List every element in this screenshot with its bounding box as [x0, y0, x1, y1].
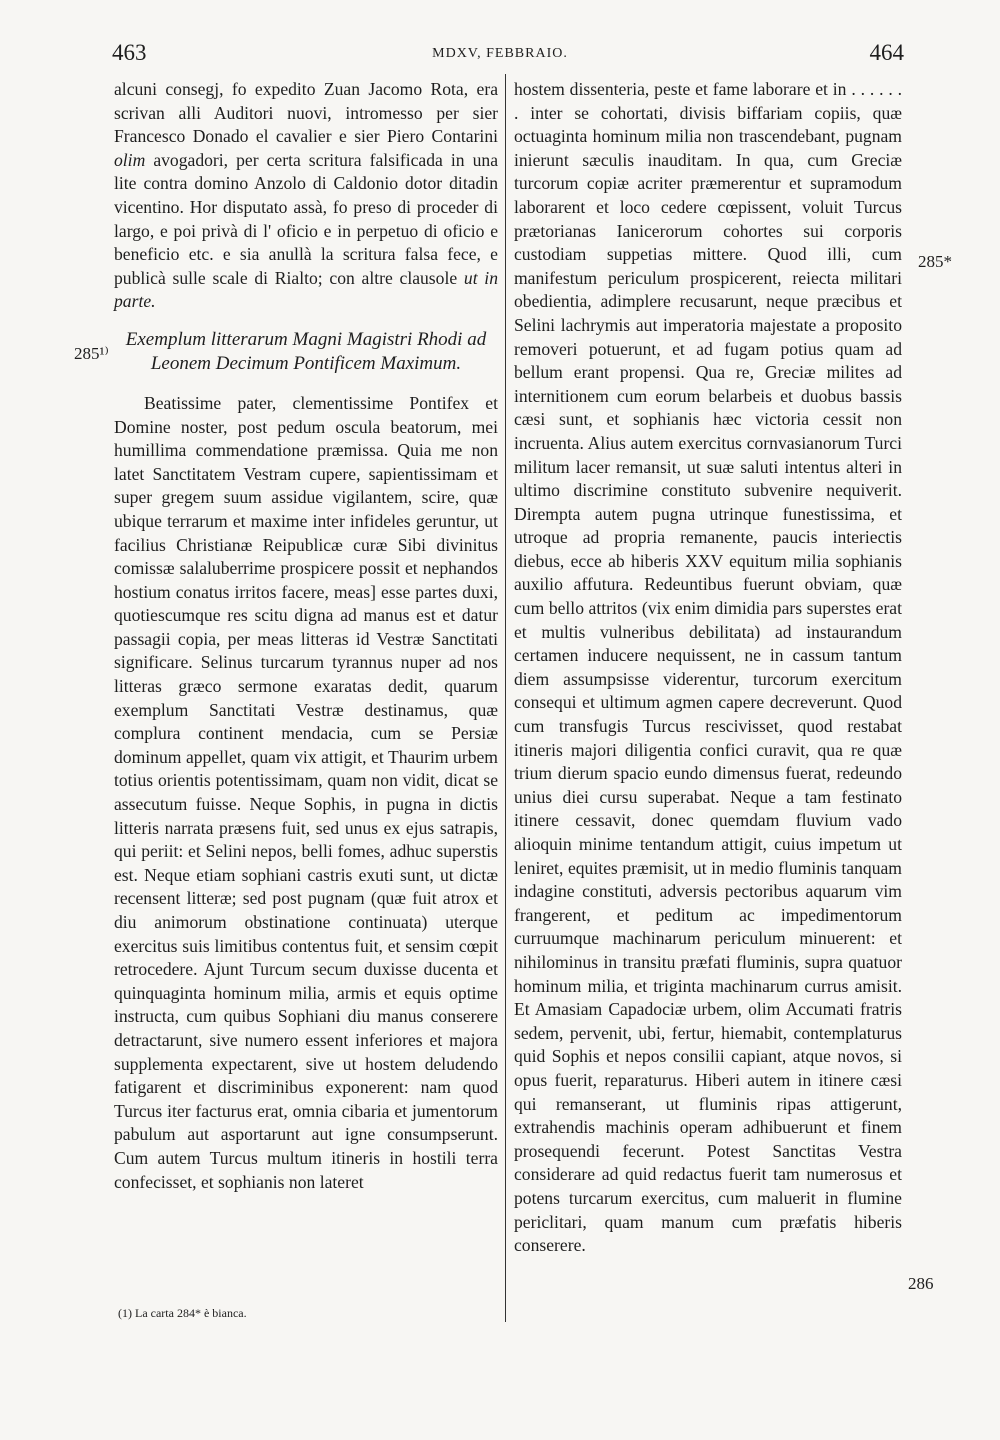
italic-olim: olim — [114, 149, 146, 170]
margin-note-286: 286 — [908, 1274, 934, 1293]
italic-ut-in-parte: ut in parte. — [114, 267, 498, 312]
margin-note-285-right: 285* — [918, 252, 952, 271]
column-divider — [505, 74, 506, 1322]
paragraph-text: alcuni consegj, fo expedito Zuan Jacomo Rota, era scrivan alli Auditori nuovi, intromesso per sier Francesco Donado el cavalier e sier Piero Contarini — [114, 79, 498, 147]
paragraph-text-cont: avogadori, per certa scritura falsificada in una lite contra domino Anzolo di Caldonio dotor ditadin vicentino. Hor disputato assà, fo preso di proceder di largo, e poi privà di l' oficio e in perpetuo di oficio e beneficio etc. e sia anullà la scritura falsa fece, e publicà sulle scale di Rialto; con altre clausole — [114, 149, 498, 288]
page-number-right: 464 — [869, 40, 904, 65]
right-column-text: hostem dissenteria, peste et fame laborare et in . . . . . . . inter se cohortati, divisis biffariam copiis, quæ octuaginta hominum milia non trascendebant, pugnam inierunt sæculis inauditam. In qua, cum Greciæ turcorum copiæ acriter præmerentur et supramodum laborarent et loco cedere cœpissent, voluit Turcus prætorianas Ianicerorum cohortes sui corporis custodiam suppetias mittere. Quod illi, cum manifestum periculum prospicerent, reiecta militari obedientia, adimplere recusarunt, neque præcibus et Selini lachrymis aut imperatoria majestate a proposito removeri potuerunt, et ad fugam potius quam ad bellum erant propensi. Qua re, Greciæ milites ad internitionem cum eorum belarbeis et duobus bassis cæsi sunt, et sophianis hæc victoria cessit non incruenta. Alius autem exercitus cornvasianorum Turci militum lacer remansit, ut suæ saluti intentus alteri in ultimo discrimine constituto subvenire nequiverit. Dirempta autem pugna utrinque funestissima, et utroque ad propria remanente, paucis interiectis diebus, ecce ab hiberis XXV equitum milia sophianis auxilio affutura. Redeuntibus fuerunt obviam, quæ cum bello attritos (vix enim dimidia pars superstes erat et multis vulneribus debilitata) ad instaurandum certamen inducere nequissent, ne in cassum tantum diem assumpsisse viderentur, turcorum exercitum consequi et ultimum agmen capere decreverunt. Quod cum transfugis Turcus rescivisset, quod restabat itineris majori diligentia confici curavit, qua re quæ trium dierum spacio eundo dimensus fuerat, redeundo unius diei cursu superabat. Neque a tam festinato itinere cessavit, donec quemdam fluvium vado alioquin minime tentandum attigit, cuius impetum ut leniret, equites præmisit, ut in medio fluminis tanquam indagine constituti, adversis pectoribus aquarum vim frangerent, et peditum ac impedimentorum curruumque machinarum periculum minuerent: et nihilominus in transitu præfati fluminis, supra quatuor hominum milia, et triginta machinarum currus amisit. Et Amasiam Capadociæ urbem, olim Accumati fratris sedem, pervenit, ubi, fertur, hiemabit, contemplaturus quid Sophis et nepos consilii capiant, atque novos, si opus fuerit, reparaturus. Hiberi autem in itinere cæsi qui remanserant, ut fluminis ripas attigerunt, extrahendis machinis operam adhibuerunt et finem prosequendi fecerunt. Potest Sanctitas Vestra considerare ad quid redactus fuerit tam numerosus et potens turcarum exercitus, cum maluerit in flumine periclitari, quam manum cum præfatis hiberis conserere. — [514, 79, 902, 1256]
left-column — [114, 78, 498, 1194]
page-number-left: 463 — [112, 40, 147, 65]
right-column — [514, 78, 902, 1258]
page-header — [0, 40, 1000, 70]
margin-note-285-left: 285¹⁾ — [74, 344, 109, 363]
opening-paragraph — [114, 78, 498, 314]
letter-heading: Exemplum litterarum Magni Magistri Rhodi ad Leonem Decimum Pontificem Maximum. — [125, 328, 487, 374]
running-title: MDXV, FEBBRAIO. — [432, 46, 568, 61]
footnote: (1) La carta 284* è bianca. — [118, 1306, 247, 1320]
letter-text: Beatissime pater, clementissime Pontifex et Domine noster, post pedum oscula beatorum, mei humillima commendatione præmissa. Quia me non latet Sanctitatem Vestram cupere, sapientissimam et super gregem suum assidue vigilantem, scire, quæ ubique terrarum et maxime inter infideles geruntur, ut facilius Christianæ Reipublicæ curæ Sibi divinitus comissæ salaluberrime prospicere possit et nephandos hostium conatus irritos facere, meas] esse partes duxi, quotiescumque res scitu digna ad manus est et datur passagii copia, per meas litteras id Vestræ Sanctitati significare. Selinus turcarum tyrannus nuper ad nos litteras græco sermone exaratas dedit, quarum exemplum Sanctitati Vestræ destinamus, quæ complura continent mendacia, cum se Persiæ dominum appellet, quam vix attigit, et Thaurim urbem totius orientis potentissimam, quam non vidit, dicat se assecutum fuisse. Neque Sophis, in pugna in dictis litteris narrata præsens fuit, sed unus ex ejus satrapis, qui periit: et Selini nepos, belli fomes, adhuc superstis est. Neque etiam sophiani castris exuti sunt, ut dictæ recensent litteræ; sed post pugnam (quæ fuit atrox et diu animorum obstinatione continuata) uterque exercitus suis limitibus contentus fuit, et sensim cœpit retrocedere. Ajunt Turcum secum duxisse ducenta et quinquaginta hominum milia, armis et equis optime instructa, cum quibus Sophiani diu manus conserere detractarunt, sive numero essent inferiores et majora supplementa expectarent, sive ut hostem deludendo fatigarent et discriminibus exponerent: nam quod Turcus iter facturus erat, omnia cibaria et jumentorum pabulum aut asportarunt aut igne consumpserunt. Cum autem Turcus multum itineris in hostili terra confecisset, et sophianis non lateret — [114, 392, 498, 1192]
